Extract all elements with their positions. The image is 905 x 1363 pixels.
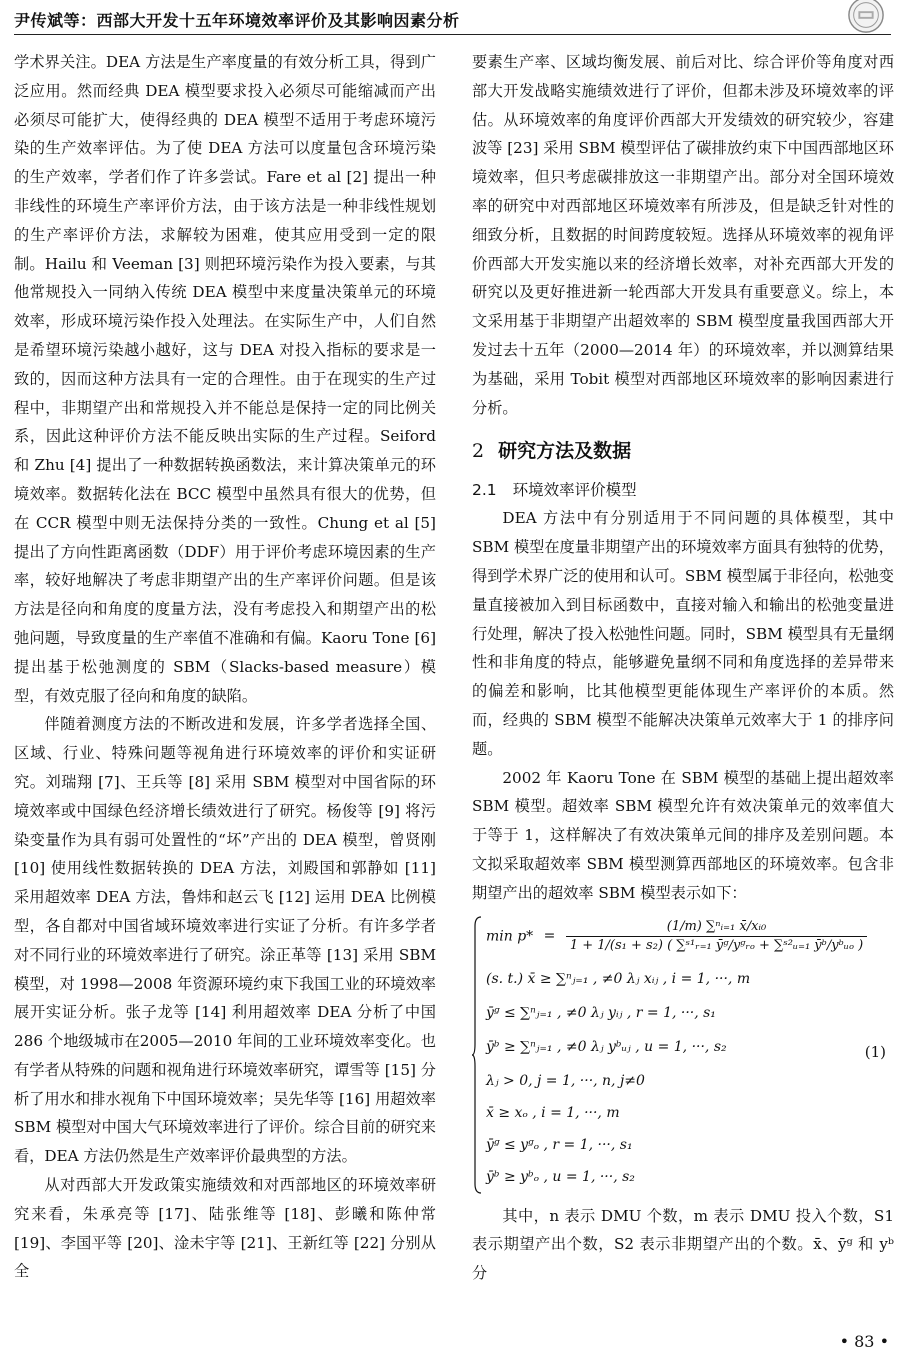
objective-fraction	[566, 918, 867, 955]
running-header	[14, 0, 891, 35]
body-paragraph: 学术界关注。DEA 方法是生产率度量的有效分析工具，得到广泛应用。然而经典 DEA 模型要求投入必须尽可能缩减而产出必须尽可能扩大，使得经典的 DEA 模型不适用于考虑环境污染的生产效率评估。为了使 DEA 方法可以度量包含环境污染的生产效率，学者们作了许多尝试。Fare et al [2] 提出一种非线性的环境生产率评价方法，由于该方法是一种非线性规划的生产率评价方法，求解较为困难，使其应用受到一定的限制。Hailu 和 Veeman [3] 则把环境污染作为投入要素，与其他常规投入一同纳入传统 DEA 模型中来度量决策单元的环境效率，形成环境污染作投入处理法。在实际生产中，人们自然是希望环境污染越小越好，这与 DEA 对投入指标的要求是一致的，因而这种方法具有一定的合理性。由于在现实的生产过程中，非期望产出和常规投入并不能总是保持一定的同比例关系，因此这种评价方法不能反映出实际的生产过程。Seiford 和 Zhu [4] 提出了一种数据转换函数法，来计算决策单元的环境效率。数据转化法在 BCC 模型中虽然具有很大的优势，但在 CCR 模型中则无法保持分类的一致性。Chung et al [5] 提出了方向性距离函数（DDF）用于评价考虑环境因素的生产率，较好地解决了考虑非期望产出的生产率评价问题。但是该方法是径向和角度的度量方法，没有考虑投入和期望产出的松弛问题，导致度量的生产率值不准确和有偏。Kaoru Tone [6] 提出基于松弛测度的 SBM（Slacks-based measure）模型，有效克服了径向和角度的缺陷。	[14, 53, 436, 705]
subsection-heading	[472, 476, 894, 504]
constraint-line: ȳᵇ ≥ ∑ⁿⱼ₌₁ , ≠0 λⱼ yᵇᵤⱼ , u = 1, ···, s₂	[486, 1038, 727, 1055]
section-title: 研究方法及数据	[498, 440, 632, 463]
body-paragraph: DEA 方法中有分别适用于不同问题的具体模型，其中 SBM 模型在度量非期望产出的环境效率方面具有独特的优势，得到学术界广泛的使用和认可。SBM 模型属于非径向，松弛变量直接被加入到目标函数中，直接对输入和输出的松弛变量进行处理，解决了投入松弛性问题。同时，SBM 模型具有无量纲性和非角度的特点，能够避免量纲不同和角度选择的差异带来的偏差和影响，比其他模型更能体现生产率评价的本质。然而，经典的 SBM 模型不能解决决策单元效率大于 1 的排序问题。	[472, 509, 894, 758]
body-paragraph: 从对西部大开发政策实施绩效和对西部地区的环境效率研究来看，朱承亮等 [17]、陆张维等 [18]、彭曦和陈仲常 [19]、李国平等 [20]、淦未宇等 [21]、王新红等 [22] 分别从全	[14, 1176, 436, 1281]
objective-equals: =	[543, 928, 556, 945]
subsection-title: 环境效率评价模型	[512, 481, 637, 500]
right-column	[472, 48, 894, 1288]
body-paragraph: 2002 年 Kaoru Tone 在 SBM 模型的基础上提出超效率 SBM 模型。超效率 SBM 模型允许有效决策单元的效率值大于等于 1，这样解决了有效决策单元间的排序及差别问题。本文拟采取超效率 SBM 模型测算西部地区的环境效率。包含非期望产出的超效率 SBM 模型表示如下：	[472, 768, 894, 902]
equation-number: (1)	[864, 1042, 886, 1061]
section-heading	[472, 436, 894, 466]
section-number: 2	[472, 440, 485, 463]
left-brace-icon	[472, 916, 482, 1194]
objective-label: min p*	[486, 928, 534, 945]
fraction-numerator: (1/m) ∑ⁿᵢ₌₁ x̄/xᵢ₀	[566, 918, 867, 937]
body-paragraph: 伴随着测度方法的不断改进和发展，许多学者选择全国、区域、行业、特殊问题等视角进行环境效率的评价和实证研究。刘瑞翔 [7]、王兵等 [8] 采用 SBM 模型对中国省际的环境效率或中国绿色经济增长绩效进行了研究。杨俊等 [9] 将污染变量作为具有弱可处置性的“坏”产出的 DEA 模型，曾贤刚 [10] 使用线性数据转换的 DEA 方法，刘殿国和郭静如 [11] 采用超效率 DEA 方法，鲁炜和赵云飞 [12] 运用 DEA 比例模型，各自都对中国省域环境效率进行实证了分析。有许多学者对不同行业的环境效率进行了研究。涂正革等 [13] 采用 SBM 模型，对 1998—2008 年资源环境约束下我国工业的环境效率展开实证分析。张子龙等 [14] 利用超效率 DEA 分析了中国 286 个地级城市在2005—2010 年间的工业环境效率变化。也有学者从特殊的问题和视角进行环境效率研究，谭雪等 [15] 分析了用水和排水视角下中国环境效率；吴先华等 [16] 用超效率 SBM 模型对中国大气环境效率进行了评价。综合目前的研究来看，DEA 方法仍然是生产效率评价最典型的方法。	[14, 715, 436, 1166]
equation-block	[472, 912, 894, 1200]
subsection-number: 2.1	[472, 481, 497, 500]
constraint-line: (s. t.) x̄ ≥ ∑ⁿⱼ₌₁ , ≠0 λⱼ xᵢⱼ , i = 1, ···, m	[486, 970, 751, 987]
journal-logo-icon	[847, 0, 885, 34]
constraint-line: λⱼ > 0, j = 1, ···, n, j≠0	[486, 1072, 645, 1089]
running-header-title: 尹传斌等：西部大开发十五年环境效率评价及其影响因素分析	[14, 11, 460, 30]
left-column	[14, 48, 436, 1286]
constraint-line: ȳᵍ ≤ yᵍₒ , r = 1, ···, s₁	[486, 1136, 633, 1153]
body-paragraph: 要素生产率、区域均衡发展、前后对比、综合评价等角度对西部大开发战略实施绩效进行了评价，但都未涉及环境效率的评估。从环境效率的角度评价西部大开发绩效的研究较少，容建波等 [23] 采用 SBM 模型评估了碳排放约束下中国西部地区环境效率，但只考虑碳排放这一非期望产出。部分对全国环境效率的研究中对西部地区环境效率有所涉及，但是缺乏针对性的细致分析，且数据的时间跨度较短。选择从环境效率的视角评价西部大开发实施以来的经济增长效率，对补充西部大开发的研究以及更好推进新一轮西部大开发具有重要意义。综上，本文采用基于非期望产出超效率的 SBM 模型度量我国西部大开发过去十五年（2000—2014 年）的环境效率，并以测算结果为基础，采用 Tobit 模型对西部地区环境效率的影响因素进行分析。	[472, 53, 894, 417]
constraint-line: ȳᵍ ≤ ∑ⁿⱼ₌₁ , ≠0 λⱼ yᵢⱼ , r = 1, ···, s₁	[486, 1004, 716, 1021]
page-number: • 83 •	[839, 1332, 889, 1351]
body-paragraph: 其中，n 表示 DMU 个数，m 表示 DMU 投入个数，S1 表示期望产出个数，S2 表示非期望产出的个数。x̄、ȳᵍ 和 yᵇ 分	[472, 1206, 894, 1283]
fraction-denominator: 1 + 1/(s₁ + s₂) ( ∑ˢ¹ᵣ₌₁ ȳᵍ/yᵍᵣₒ + ∑ˢ²ᵤ₌₁ ȳᵇ/yᵇᵤₒ )	[569, 937, 864, 953]
constraint-line: x̄ ≥ xₒ , i = 1, ···, m	[486, 1104, 620, 1121]
objective-function	[486, 918, 867, 955]
constraint-line: ȳᵇ ≥ yᵇₒ , u = 1, ···, s₂	[486, 1168, 635, 1185]
